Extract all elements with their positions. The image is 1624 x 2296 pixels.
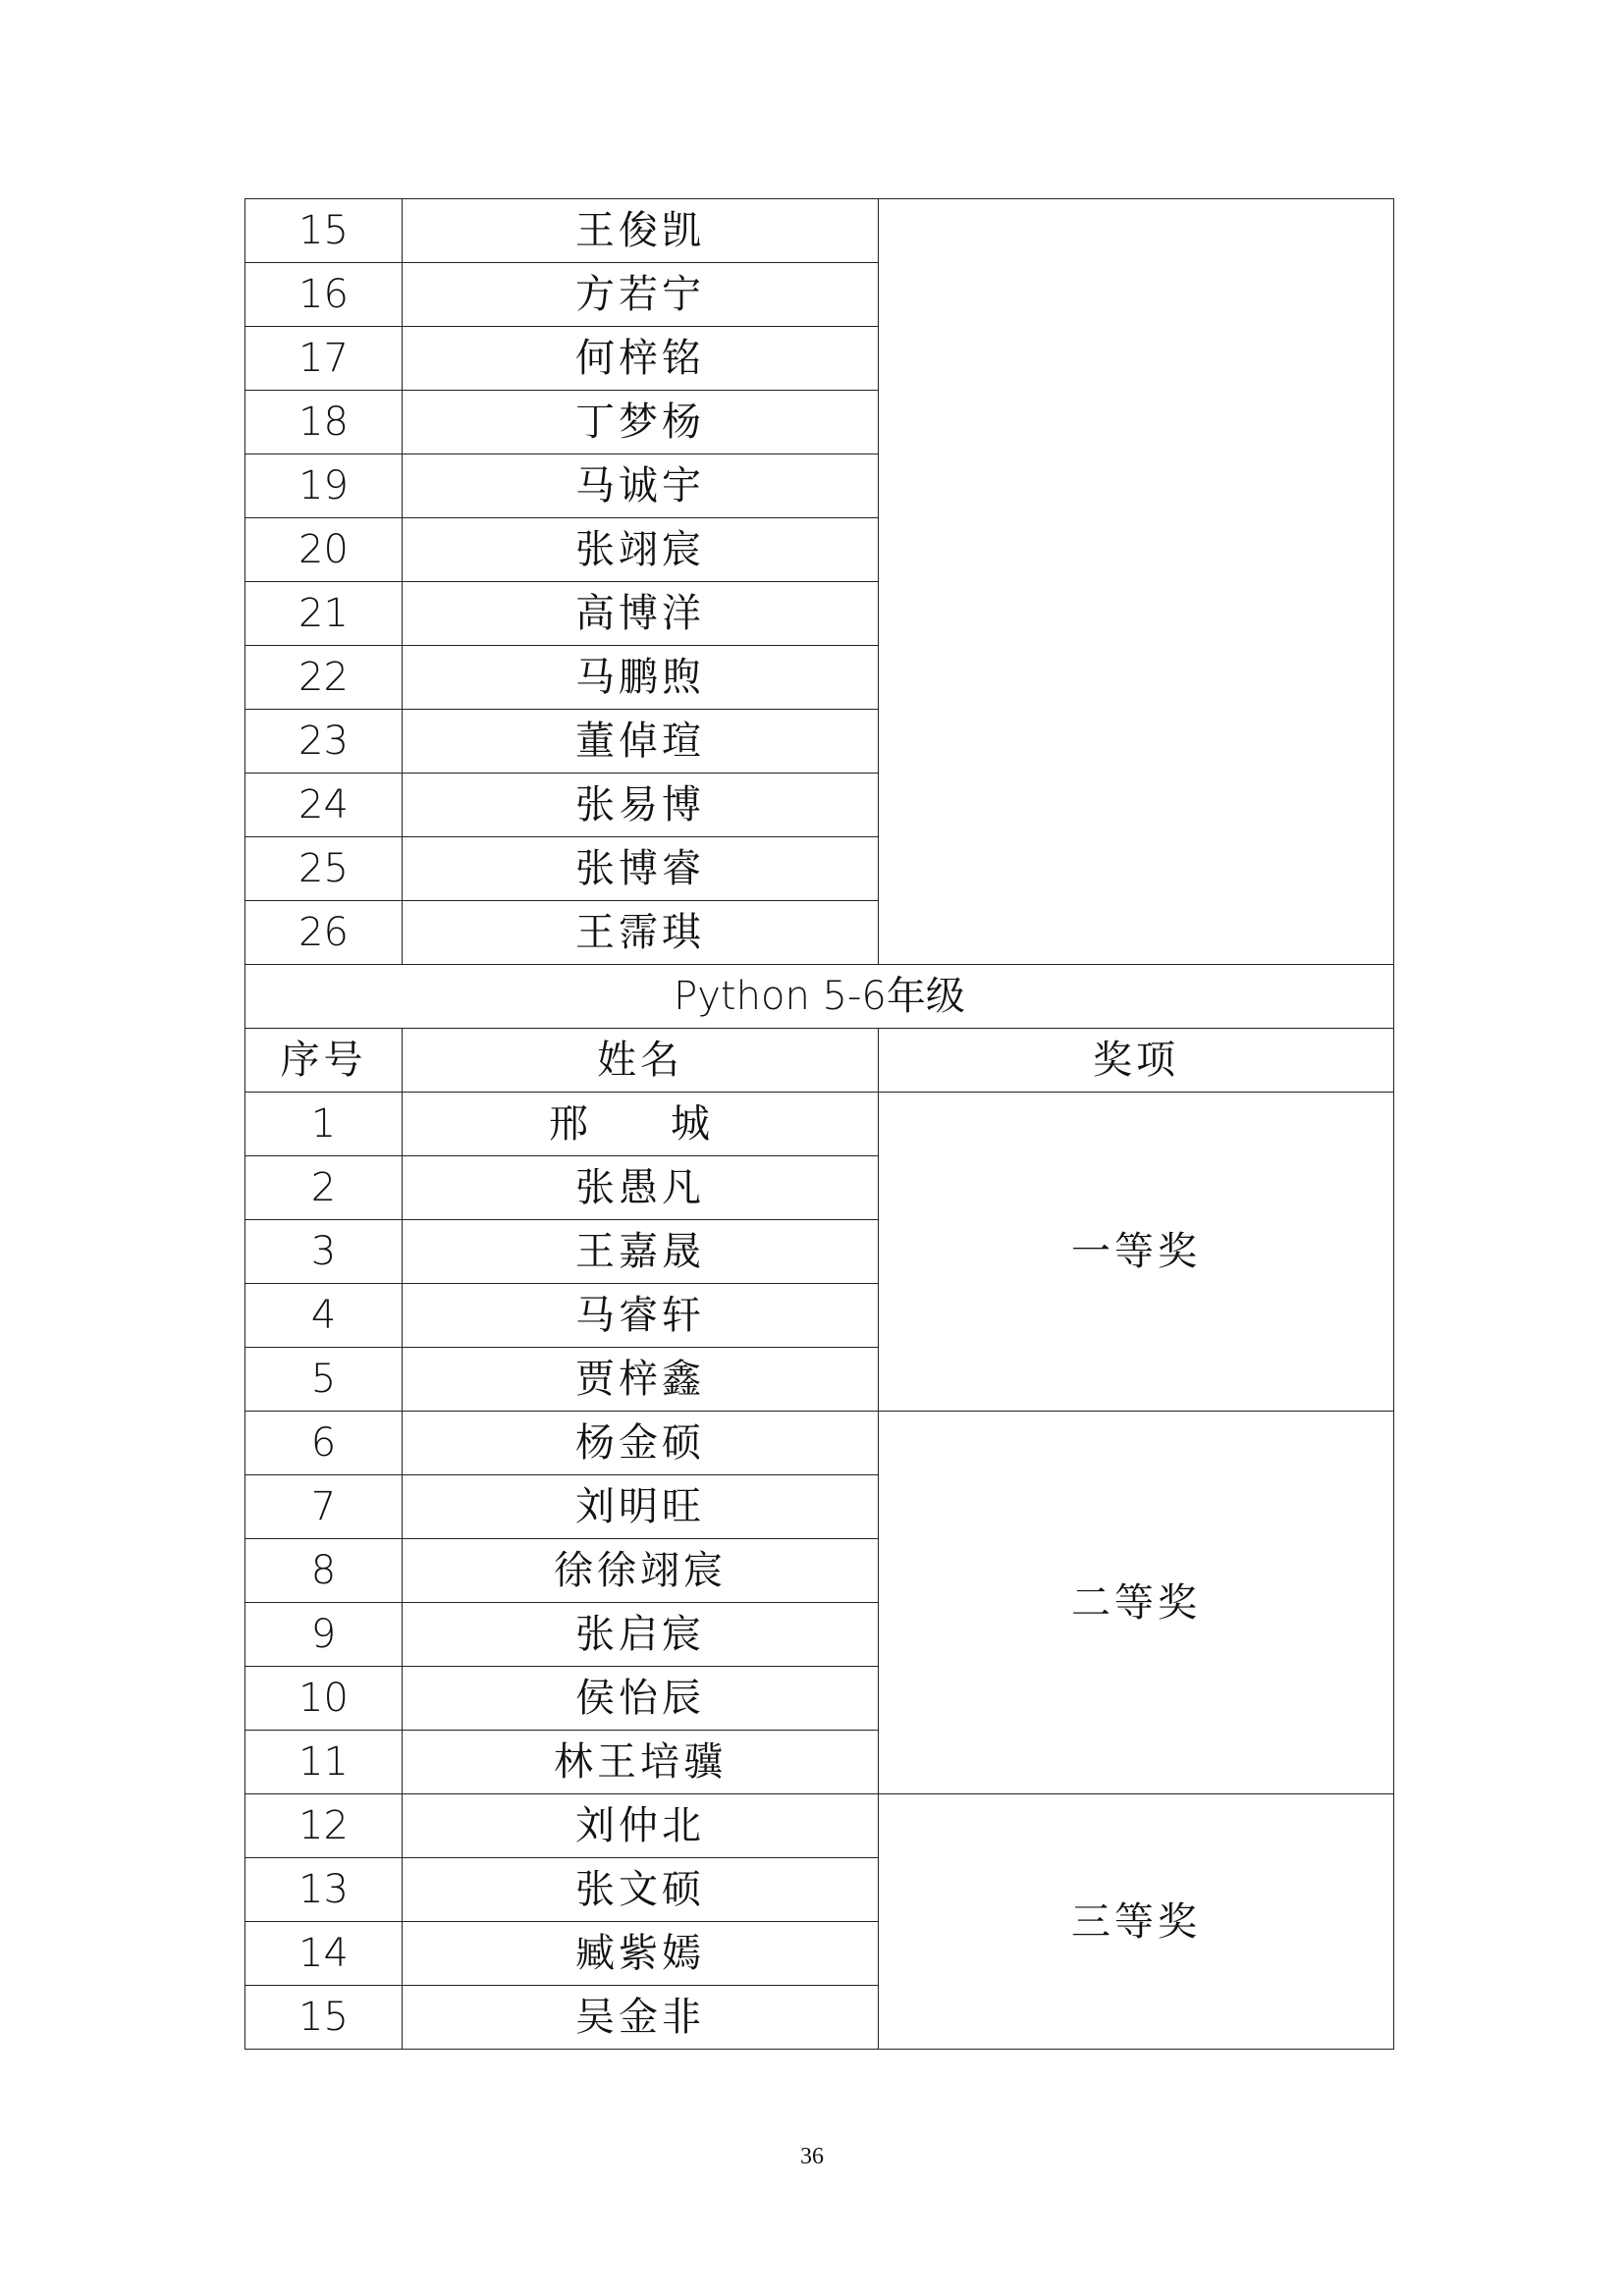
serial-number-cell: 15: [245, 199, 403, 263]
student-name-cell: 马诚宇: [403, 454, 879, 518]
student-name-cell: 邢 城: [403, 1093, 879, 1156]
student-name-cell: 张翊宸: [403, 518, 879, 582]
table-row: [245, 1794, 1394, 1858]
serial-number-cell: 26: [245, 901, 403, 965]
student-name-cell: 丁梦杨: [403, 391, 879, 454]
student-name-cell: 王霈琪: [403, 901, 879, 965]
header-serial-number: 序号: [245, 1029, 403, 1093]
serial-number-cell: 15: [245, 1986, 403, 2050]
serial-number-cell: 12: [245, 1794, 403, 1858]
section-title: Python 5-6年级: [245, 965, 1394, 1029]
student-name-cell: 侯怡辰: [403, 1667, 879, 1731]
student-name-cell: 贾梓鑫: [403, 1348, 879, 1412]
student-name-cell: 吴金非: [403, 1986, 879, 2050]
student-name-cell: 刘仲北: [403, 1794, 879, 1858]
header-award: 奖项: [879, 1029, 1394, 1093]
student-name-cell: 张愚凡: [403, 1156, 879, 1220]
serial-number-cell: 7: [245, 1475, 403, 1539]
serial-number-cell: 18: [245, 391, 403, 454]
serial-number-cell: 17: [245, 327, 403, 391]
student-name-cell: 徐徐翊宸: [403, 1539, 879, 1603]
page-number: 36: [800, 2144, 824, 2169]
serial-number-cell: 9: [245, 1603, 403, 1667]
serial-number-cell: 23: [245, 710, 403, 774]
student-name-cell: 刘明旺: [403, 1475, 879, 1539]
student-name-cell: 何梓铭: [403, 327, 879, 391]
student-name-cell: 王俊凯: [403, 199, 879, 263]
award-cell: 二等奖: [879, 1412, 1394, 1794]
student-name-cell: 方若宁: [403, 263, 879, 327]
serial-number-cell: 20: [245, 518, 403, 582]
serial-number-cell: 22: [245, 646, 403, 710]
student-name-cell: 高博洋: [403, 582, 879, 646]
table-row: [245, 199, 1394, 263]
student-name-cell: 董倬瑄: [403, 710, 879, 774]
serial-number-cell: 4: [245, 1284, 403, 1348]
student-name-cell: 王嘉晟: [403, 1220, 879, 1284]
student-name-cell: 张启宸: [403, 1603, 879, 1667]
award-table-body: [245, 199, 1394, 2050]
serial-number-cell: 25: [245, 837, 403, 901]
serial-number-cell: 13: [245, 1858, 403, 1922]
student-name-cell: 臧紫嫣: [403, 1922, 879, 1986]
student-name-cell: 张文硕: [403, 1858, 879, 1922]
serial-number-cell: 10: [245, 1667, 403, 1731]
serial-number-cell: 16: [245, 263, 403, 327]
header-name: 姓名: [403, 1029, 879, 1093]
serial-number-cell: 1: [245, 1093, 403, 1156]
table-row: [245, 1412, 1394, 1475]
serial-number-cell: 6: [245, 1412, 403, 1475]
student-name-cell: 杨金硕: [403, 1412, 879, 1475]
serial-number-cell: 11: [245, 1731, 403, 1794]
award-table: [244, 198, 1394, 2050]
serial-number-cell: 14: [245, 1922, 403, 1986]
student-name-cell: 马鹏煦: [403, 646, 879, 710]
header-row: [245, 1029, 1394, 1093]
serial-number-cell: 3: [245, 1220, 403, 1284]
serial-number-cell: 24: [245, 774, 403, 837]
serial-number-cell: 8: [245, 1539, 403, 1603]
section-title-row: [245, 965, 1394, 1029]
serial-number-cell: 2: [245, 1156, 403, 1220]
student-name-cell: 张易博: [403, 774, 879, 837]
award-cell: 三等奖: [879, 1794, 1394, 2050]
serial-number-cell: 21: [245, 582, 403, 646]
student-name-cell: 林王培骥: [403, 1731, 879, 1794]
serial-number-cell: 19: [245, 454, 403, 518]
award-cell: 一等奖: [879, 1093, 1394, 1412]
serial-number-cell: 5: [245, 1348, 403, 1412]
table-row: [245, 1093, 1394, 1156]
student-name-cell: 马睿轩: [403, 1284, 879, 1348]
award-cell: [879, 199, 1394, 965]
student-name-cell: 张博睿: [403, 837, 879, 901]
